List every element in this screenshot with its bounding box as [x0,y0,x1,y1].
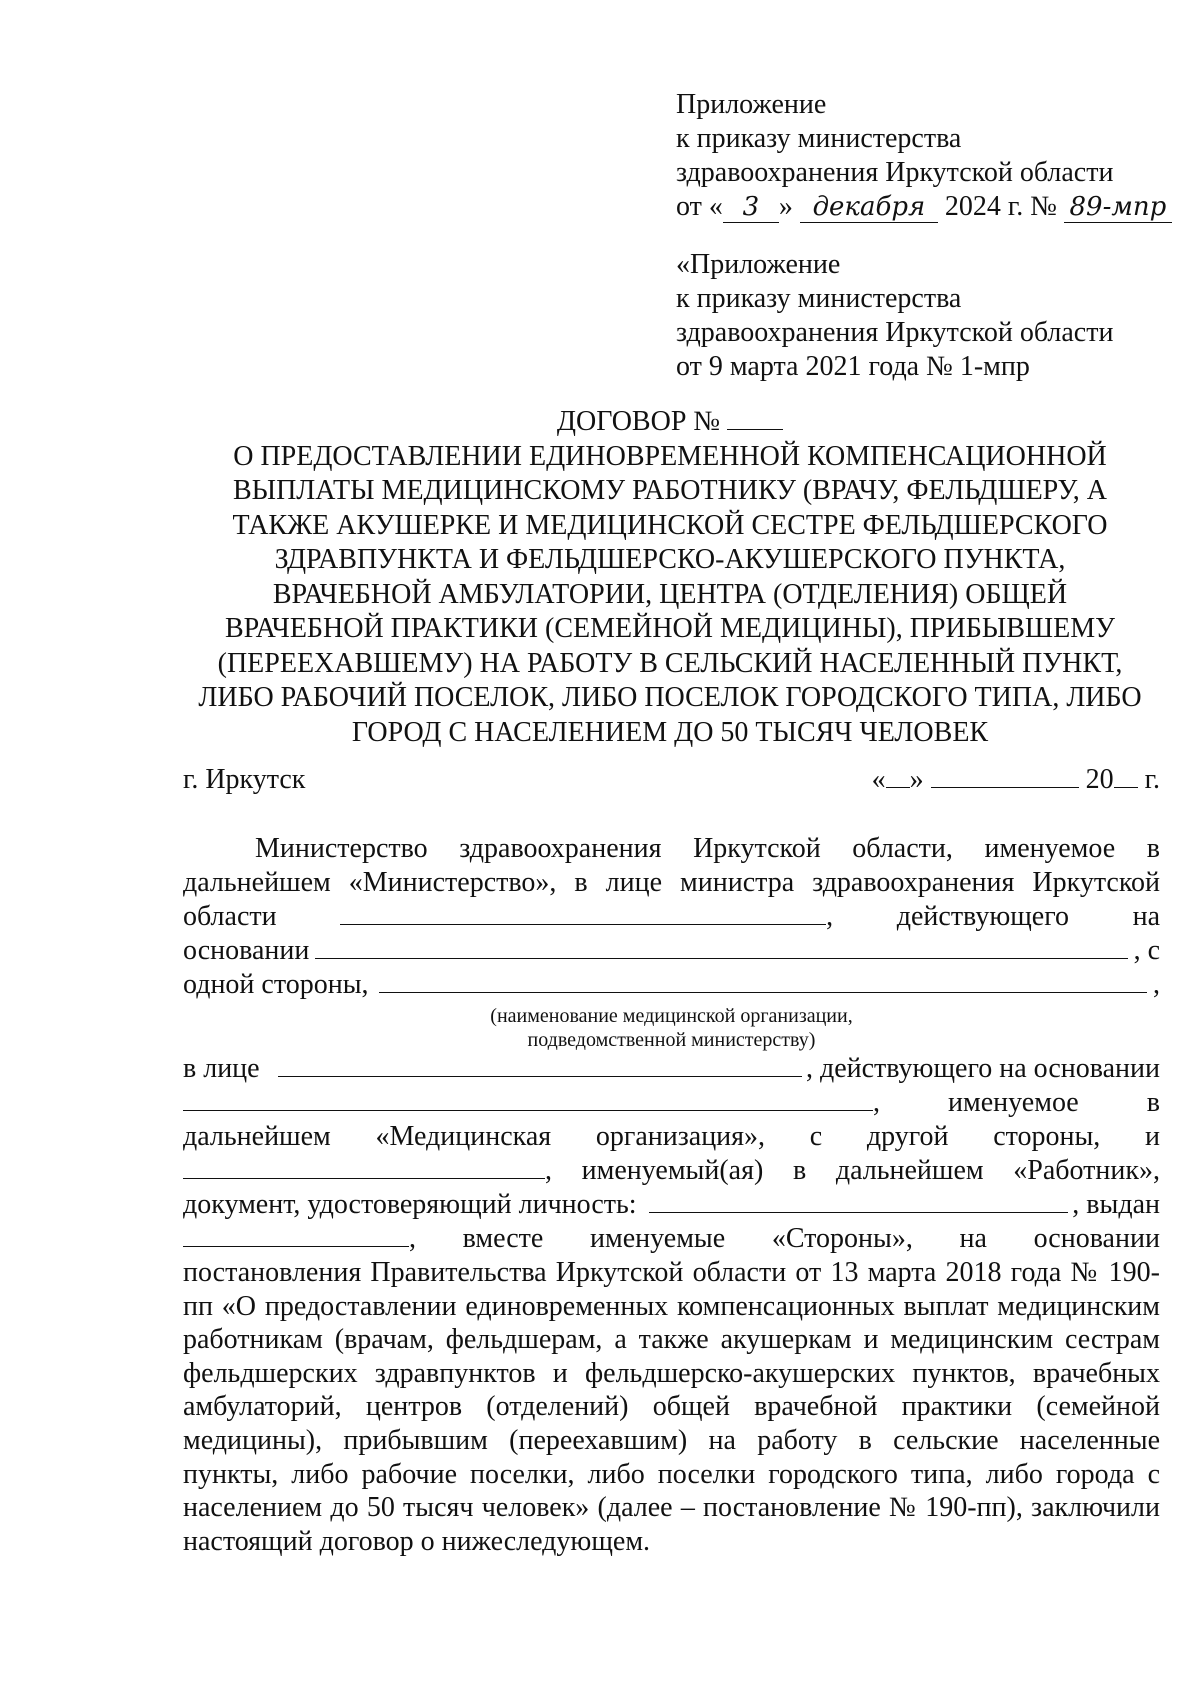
day-blank [886,765,910,788]
issued-by-blank-wrap [183,1222,416,1256]
year-part: 2024 г. № [944,191,1057,222]
word: с [809,1121,823,1152]
word: «Стороны», [771,1223,913,1254]
worker-name-blank-wrap [183,1154,552,1188]
parties-row-10 [183,1188,1160,1222]
contract-basis-paragraph: постановления Правительства Иркутской области от 13 марта 2018 года № 190-пп «О предоставлении единовременных компенсационных выплат медицинским работникам (врачам, фельдшерам, а также акушеркам и медицинским сестрам фельдшерских здравпунктов и фельдшерско-акушерских пунктов, врачебных амбулаторий, центров (отделений) общей врачебной практики (семейной медицины), прибывшим (переехавшим) на работу в сельские населенные пункты, либо рабочие поселки, либо поселки городского типа, либо города с населением до 50 тысяч человек» (далее – постановление № 190-пп), заключили настоящий договор о нижеследующем. [183,1257,1160,1557]
row5-start: одной стороны, [183,969,369,1000]
date-close: » [909,764,924,795]
org-basis-blank [183,1088,873,1111]
word: Иркутской [693,833,821,864]
appendix-old [676,248,1176,384]
title-line-3: ЗДРАВПУНКТА И ФЕЛЬДШЕРСКО-АКУШЕРСКОГО ПУНКТА, [274,544,1066,575]
handwritten-month: декабря [800,192,938,223]
id-document-blank [649,1190,1069,1213]
row7-comma: , [873,1087,880,1118]
city: г. Иркутск [183,764,306,795]
word: стороны, [993,1121,1101,1152]
date-blanks [872,763,1160,797]
contract-heading-text: ДОГОВОР № [556,406,721,437]
parties-row-11 [183,1222,1160,1256]
contract-title [180,405,1160,750]
row6-start: в лице [183,1053,260,1084]
row10-start: документ, удостоверяющий личность: [183,1189,637,1220]
parties-row-1 [183,832,1160,866]
word: дальнейшем [183,1121,331,1152]
word: Министерство [255,833,428,864]
word: действующего [896,901,1070,932]
word: в [792,1155,807,1186]
title-line-2: ТАКЖЕ АКУШЕРКЕ И МЕДИЦИНСКОЙ СЕСТРЕ ФЕЛЬДШЕРСКОГО [232,509,1108,541]
word: именуемое [948,1087,1079,1118]
minister-name-blank-wrap [340,900,833,934]
appendix-new [676,88,1176,224]
word: дальнейшем [835,1155,984,1186]
word: «Медицинская [375,1121,552,1152]
org-basis-blank-wrap [183,1086,880,1120]
row3-start: области [183,901,277,932]
parties-row-7 [183,1086,1160,1120]
note-line-1: (наименование медицинской организации, [490,1005,853,1027]
title-line-6: (ПЕРЕЕХАВШЕМУ) НА РАБОТУ В СЕЛЬСКИЙ НАСЕЛЕННЫЙ ПУНКТ, [217,647,1123,679]
word: и [1144,1121,1160,1152]
word: именуемое [984,833,1116,864]
row4-start: основании [183,935,310,966]
handwritten-number: 89-мпр [1064,192,1172,223]
appendix-old-line2: к приказу министерства [676,283,962,314]
row10-end: , выдан [1072,1189,1160,1220]
word: другой [866,1121,949,1152]
parties-row-9 [183,1154,1160,1188]
year-suffix: г. [1144,764,1160,795]
row3-comma: , [826,901,834,932]
parties-row-2: дальнейшем «Министерство», в лице министра здравоохранения Иркутской [183,867,1160,898]
word: именуемый(ая) [581,1155,764,1186]
note-line-2: подведомственной министерству) [527,1029,816,1051]
title-line-0: О ПРЕДОСТАВЛЕНИИ ЕДИНОВРЕМЕННОЙ КОМПЕНСАЦИОННОЙ [233,440,1107,472]
appendix-old-line1: «Приложение [676,249,841,280]
word: организация», [595,1121,766,1152]
word: области, [852,833,953,864]
date-open: « [871,764,886,795]
handwritten-day: 3 [723,192,779,223]
issued-by-blank [183,1224,409,1247]
parties-row-5 [183,968,1160,1002]
month-blank [931,765,1079,788]
row9-comma: , [545,1155,552,1186]
row6-end: , действующего на основании [805,1053,1160,1084]
word: основании [1033,1223,1160,1254]
appendix-new-line1: Приложение [676,89,827,120]
appendix-new-line2: к приказу министерства [676,123,962,154]
organization-name-blank [379,970,1148,993]
title-line-8: ГОРОД С НАСЕЛЕНИЕМ ДО 50 ТЫСЯЧ ЧЕЛОВЕК [351,716,989,748]
worker-name-blank [183,1156,545,1179]
organization-note [183,1004,1160,1052]
word: именуемые [590,1223,726,1254]
word: вместе [462,1223,544,1254]
word: на [1132,901,1160,932]
appendix-old-line4: от 9 марта 2021 года № 1-мпр [676,351,1030,382]
year-blank [1114,765,1138,788]
parties-row-3 [183,900,1160,934]
word: в [1146,1087,1160,1118]
representative-blank [278,1054,802,1077]
row4-end: , с [1133,935,1160,966]
word: здравоохранения [459,833,662,864]
basis-blank [315,936,1127,959]
title-line-5: ВРАЧЕБНОЙ ПРАКТИКИ (СЕМЕЙНОЙ МЕДИЦИНЫ), ПРИБЫВШЕМУ [225,613,1115,644]
appendix-new-line3: здравоохранения Иркутской области [676,157,1114,188]
appendix-old-line3: здравоохранения Иркутской области [676,317,1114,348]
contract-heading [180,405,1160,440]
word: на [959,1223,987,1254]
place-date-row [183,763,1160,797]
parties-row-8 [183,1120,1160,1154]
contract-number-blank [727,407,783,430]
word: «Работник», [1013,1155,1160,1186]
date-mid: » [778,191,793,222]
parties-row-6 [183,1052,1160,1086]
row5-end: , [1153,969,1160,1000]
row11-comma: , [409,1223,416,1254]
appendix-new-date-line [676,190,1176,224]
minister-name-blank [340,902,826,925]
year-prefix: 20 [1085,764,1114,795]
title-line-7: ЛИБО РАБОЧИЙ ПОСЕЛОК, ЛИБО ПОСЕЛОК ГОРОДСКОГО ТИПА, ЛИБО [198,682,1142,713]
title-line-4: ВРАЧЕБНОЙ АМБУЛАТОРИИ, ЦЕНТРА (ОТДЕЛЕНИЯ) ОБЩЕЙ [272,578,1068,610]
title-line-1: ВЫПЛАТЫ МЕДИЦИНСКОМУ РАБОТНИКУ (ВРАЧУ, ФЕЛЬДШЕРУ, А [232,475,1108,506]
parties-row-4 [183,934,1160,968]
date-prefix: от « [676,191,723,222]
word: в [1146,833,1160,864]
